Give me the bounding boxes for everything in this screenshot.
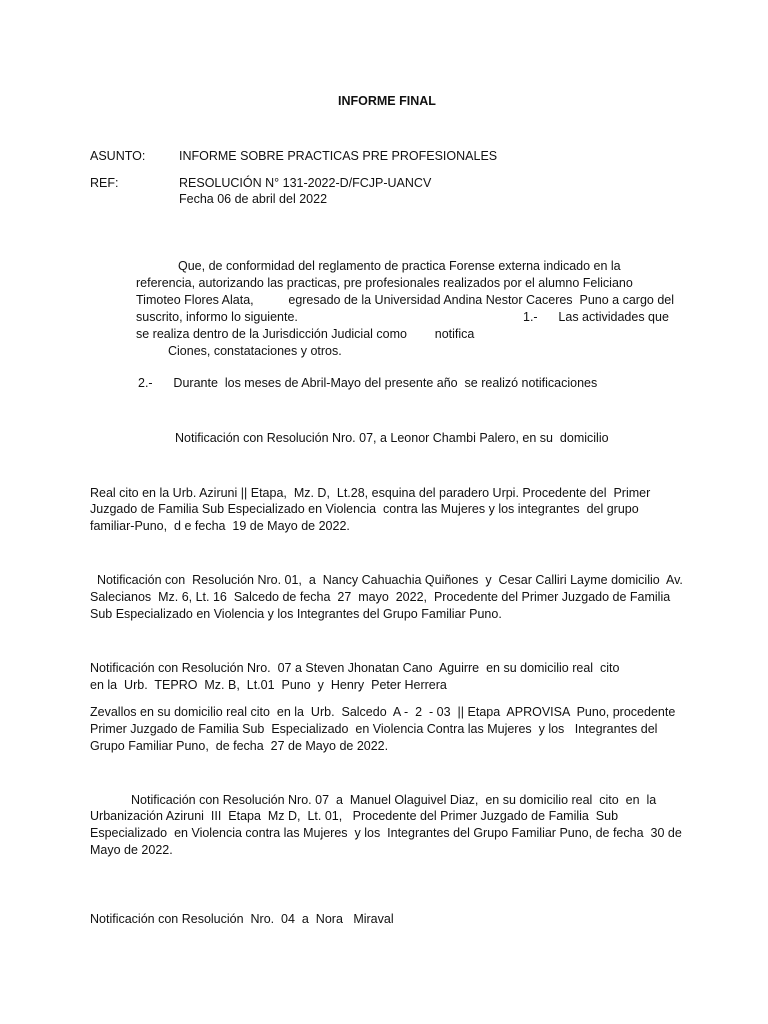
notification-line: Salecianos Mz. 6, Lt. 16 Salcedo de fecha 27 mayo 2022, Procedente del Primer Juzgado de Familia — [90, 590, 671, 604]
asunto-value: INFORME SOBRE PRACTICAS PRE PROFESIONALES — [179, 149, 498, 163]
notification-line: Juzgado de Familia Sub Especializado en Violencia contra las Mujeres y los integrantes del grupo — [90, 502, 639, 516]
document-title: INFORME FINAL — [338, 94, 436, 108]
notification-line: Grupo Familiar Puno, de fecha 27 de Mayo de 2022. — [90, 739, 389, 753]
notification-line: Zevallos en su domicilio real cito en la Urb. Salcedo A - 2 - 03 || Etapa APROVISA Puno, procedente — [90, 705, 676, 719]
intro-line: Timoteo Flores Alata, egresado de la Universidad Andina Nestor Caceres Puno a cargo del — [136, 293, 675, 307]
point-1: 1.- Las actividades que — [523, 310, 669, 324]
notification-line: Sub Especializado en Violencia y los Integrantes del Grupo Familiar Puno. — [90, 607, 502, 621]
notification-line: en la Urb. TEPRO Mz. B, Lt.01 Puno y Henry Peter Herrera — [90, 678, 447, 692]
notification-line: Notificación con Resolución Nro. 04 a Nora Miraval — [90, 912, 394, 926]
point-2: 2.- Durante los meses de Abril-Mayo del presente año se realizó notificaciones — [138, 376, 598, 390]
intro-line: se realiza dentro de la Jurisdicción Judicial como notifica — [136, 327, 475, 341]
notification-line: Notificación con Resolución Nro. 01, a Nancy Cahuachia Quiñones y Cesar Calliri Layme domicilio Av. — [90, 573, 683, 587]
asunto-label: ASUNTO: — [90, 149, 146, 163]
notification-line: Notificación con Resolución Nro. 07, a Leonor Chambi Palero, en su domicilio — [175, 431, 609, 445]
ref-label: REF: — [90, 176, 119, 190]
notification-line: Especializado en Violencia contra las Mujeres y los Integrantes del Grupo Familiar Puno, de fecha 30 de — [90, 826, 682, 840]
notification-line: Urbanización Aziruni III Etapa Mz D, Lt. 01, Procedente del Primer Juzgado de Familia Sub — [90, 809, 619, 823]
intro-line: referencia, autorizando las practicas, pre profesionales realizados por el alumno Feliciano — [136, 276, 633, 290]
intro-line: Que, de conformidad del reglamento de practica Forense externa indicado en la — [178, 259, 621, 273]
notification-line: Primer Juzgado de Familia Sub Especializado en Violencia Contra las Mujeres y los Integrantes del — [90, 722, 658, 736]
notification-line: Notificación con Resolución Nro. 07 a Manuel Olaguivel Diaz, en su domicilio real cito en la — [131, 793, 657, 807]
intro-line: Ciones, constataciones y otros. — [168, 344, 342, 358]
notification-line: Real cito en la Urb. Aziruni || Etapa, Mz. D, Lt.28, esquina del paradero Urpi. Procedente del Primer — [90, 486, 651, 500]
intro-line: suscrito, informo lo siguiente. — [136, 310, 298, 324]
notification-line: Mayo de 2022. — [90, 843, 173, 857]
ref-date: Fecha 06 de abril del 2022 — [179, 192, 328, 206]
ref-resolution: RESOLUCIÓN N° 131-2022-D/FCJP-UANCV — [179, 176, 432, 190]
notification-line: Notificación con Resolución Nro. 07 a Steven Jhonatan Cano Aguirre en su domicilio real cito — [90, 661, 620, 675]
notification-line: familiar-Puno, d e fecha 19 de Mayo de 2022. — [90, 519, 350, 533]
